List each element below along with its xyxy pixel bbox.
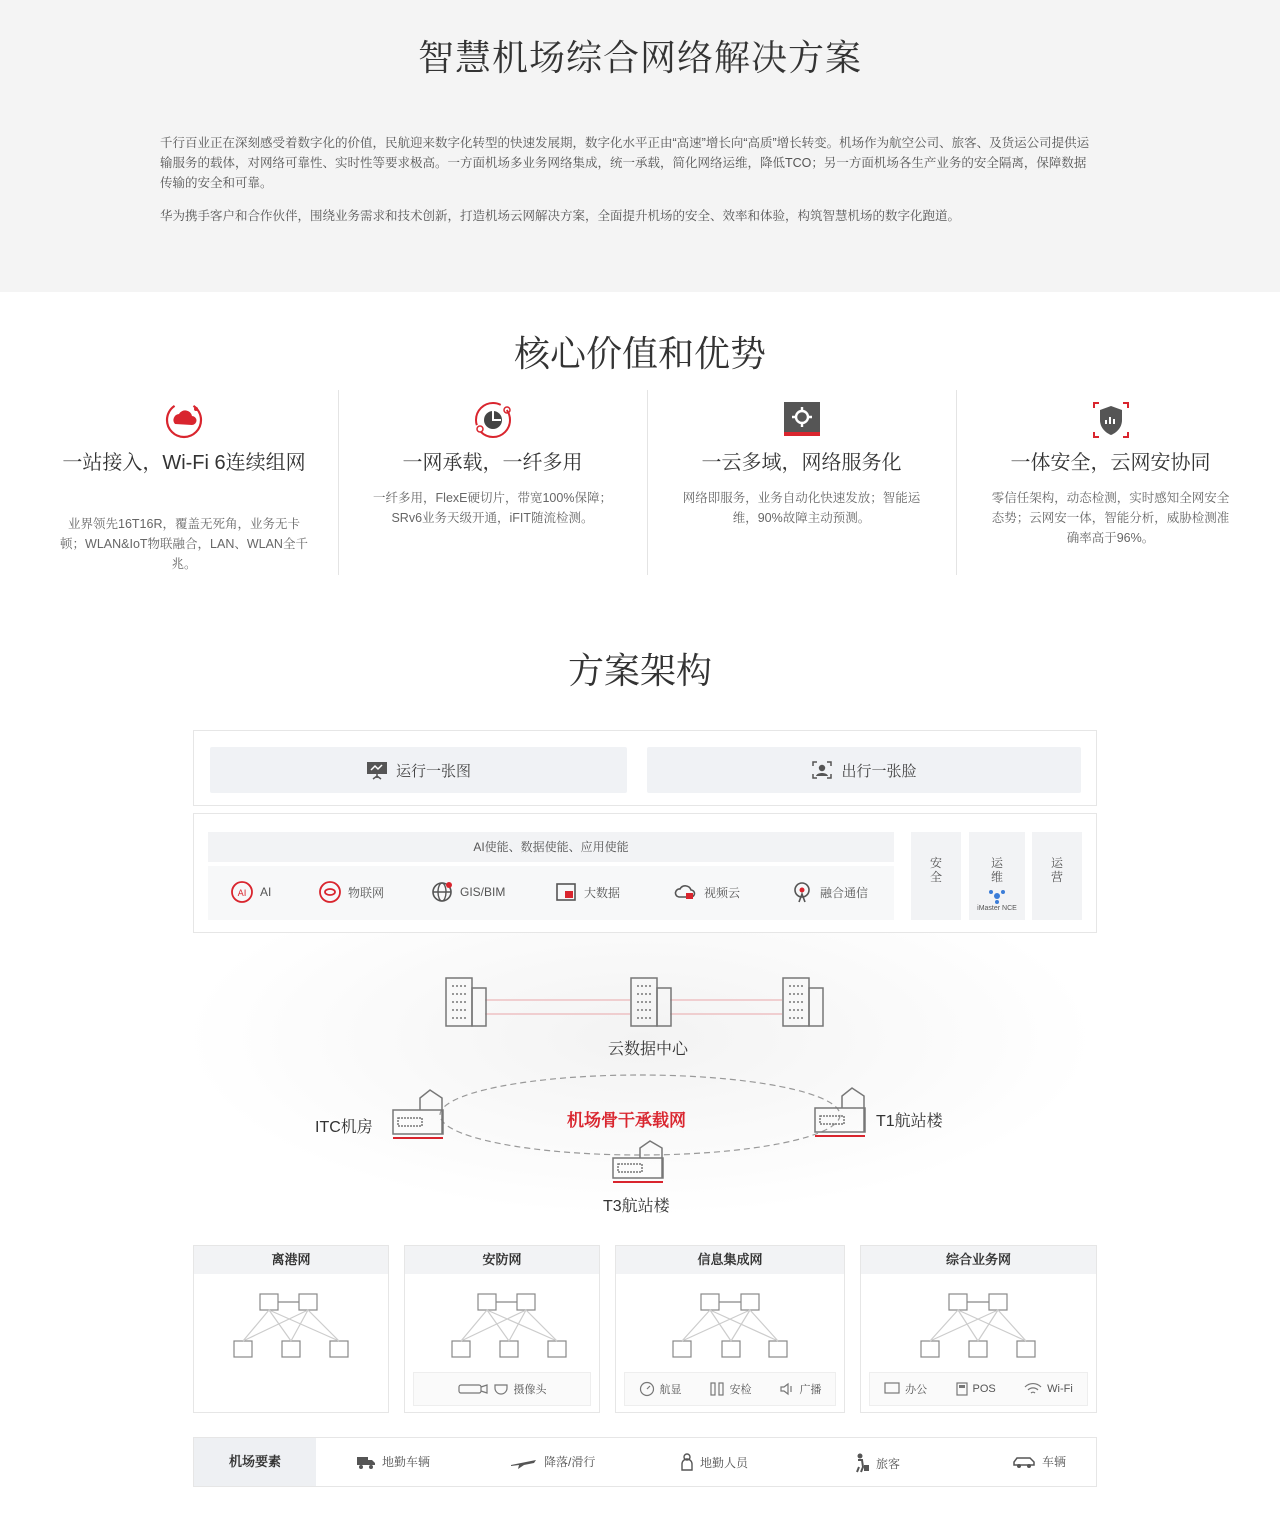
- endpoint-pos: POS: [956, 1382, 996, 1396]
- value-card: [647, 390, 955, 575]
- backbone-label: 机场骨干承载网: [567, 1111, 686, 1130]
- face-scan-icon: [811, 760, 833, 780]
- t3-building-icon: [613, 1141, 663, 1182]
- card-title: 一体安全，云网安协同: [1010, 452, 1211, 474]
- airplane-icon: [510, 1454, 538, 1470]
- airport-elements-bar: [193, 1437, 1097, 1487]
- network-box-info: [615, 1245, 845, 1413]
- network-topology-icon: [405, 1286, 601, 1366]
- network-topology-icon: [194, 1286, 390, 1366]
- t3-label: T3航站楼: [603, 1198, 670, 1215]
- network-topology-icon: [861, 1286, 1098, 1366]
- card-title: 一云多域，网络服务化: [701, 452, 902, 474]
- face-travel-label: 出行一张脸: [841, 762, 917, 780]
- intro-paragraph: 华为携手客户和合作伙伴，围绕业务需求和技术创新，打造机场云网解决方案，全面提升机场的安全、效率和体验，构筑智慧机场的数字化跑道。: [160, 209, 961, 223]
- value-card: [338, 390, 646, 575]
- capability-bigdata: 大数据: [554, 880, 620, 904]
- staff-icon: [680, 1453, 694, 1471]
- network-box-security: [404, 1245, 600, 1413]
- svg-text:AI: AI: [237, 889, 247, 899]
- speaker-icon: [779, 1381, 795, 1397]
- datacenter-building-icon: [631, 978, 671, 1026]
- card-desc: 网络即服务，业务自动化快速发放；智能运维，90%故障主动预测。: [682, 491, 921, 525]
- globe-icon: [430, 880, 454, 904]
- section-title-core: 核心价值和优势: [513, 333, 766, 374]
- section-title-architecture: 方案架构: [567, 650, 712, 691]
- comms-icon: [790, 880, 814, 904]
- bullet-camera-icon: [458, 1382, 488, 1396]
- element-vehicle: 车辆: [1012, 1453, 1066, 1470]
- intro-paragraph: 千行百业正在深刻感受着数字化的价值，民航迎来数字化转型的快速发展期，数字化水平正由“高速”增长向“高质”增长转变。机场作为航空公司、旅客、及货运公司提供运输服务的载体，对网络可靠性、实时性等要求极高。一方面机场多业务网络集成，统一承载，简化网络运维，降低TCO；另一方面机场各生产业务的安全隔离，保障数据传输的安全和可靠。: [160, 136, 1090, 190]
- intro-section: [0, 0, 1280, 292]
- enablement-bar: AI使能、数据使能、应用使能: [208, 832, 894, 862]
- card-title: 一站接入，Wi-Fi 6连续组网: [62, 452, 306, 474]
- face-travel-pill: [647, 747, 1081, 793]
- dome-camera-icon: [493, 1382, 509, 1396]
- iot-icon: [318, 880, 342, 904]
- endpoint-wifi: Wi-Fi: [1024, 1382, 1073, 1396]
- security-gate-icon: [709, 1381, 725, 1397]
- ops-column: 运维 iMaster NCE: [969, 832, 1025, 920]
- capabilities-row: [208, 866, 894, 920]
- ops-map-label: 运行一张图: [395, 762, 471, 780]
- cloud-service-icon: [780, 398, 824, 442]
- security-shield-icon: [1089, 398, 1133, 442]
- network-title: 离港网: [194, 1246, 388, 1274]
- t1-building-icon: [815, 1088, 865, 1136]
- value-cards: [30, 390, 1265, 575]
- network-topology-icon: [616, 1286, 846, 1366]
- value-card: [956, 390, 1264, 575]
- nce-label: iMaster NCE: [977, 905, 1017, 912]
- ground-vehicle-icon: [356, 1454, 376, 1470]
- network-box-departure: [193, 1245, 389, 1413]
- operate-column: 运营: [1032, 832, 1082, 920]
- endpoint-row: [624, 1372, 836, 1406]
- element-landing: 降落/滑行: [510, 1453, 595, 1470]
- endpoint-camera: 摄像头: [458, 1381, 547, 1397]
- pos-terminal-icon: [956, 1382, 968, 1396]
- network-title: 信息集成网: [616, 1246, 844, 1274]
- capability-videocloud: 视频云: [674, 880, 740, 904]
- element-passenger: 旅客: [854, 1453, 900, 1473]
- gauge-icon: [639, 1381, 655, 1397]
- card-title: 一网承载，一纤多用: [402, 452, 583, 474]
- presentation-icon: [366, 760, 388, 780]
- itc-building-icon: [393, 1090, 443, 1138]
- security-column: 安全: [911, 832, 961, 920]
- endpoint-checkpoint: 安检: [709, 1381, 752, 1397]
- cloud-dc-label: 云数据中心: [608, 1041, 689, 1058]
- ops-map-pill: [210, 747, 627, 793]
- endpoint-row: [413, 1372, 591, 1406]
- ai-icon: [230, 880, 254, 904]
- card-desc: 零信任架构，动态检测，实时感知全网安全态势；云网安一体，智能分析，威胁检测准确率高于96%。: [991, 491, 1230, 545]
- endpoint-row: [869, 1372, 1088, 1406]
- monitor-icon: [884, 1382, 900, 1396]
- platform-box: [193, 813, 1097, 933]
- card-desc: 业界领先16T16R，覆盖无死角，业务无卡顿；WLAN&IoT物联融合，LAN、WLAN全千兆。: [60, 517, 308, 571]
- wifi-icon: [1024, 1382, 1042, 1396]
- endpoint-office: 办公: [884, 1381, 927, 1397]
- airport-elements-label: 机场要素: [194, 1438, 316, 1486]
- car-icon: [1012, 1455, 1036, 1469]
- video-cloud-icon: [674, 880, 698, 904]
- nce-logo-icon: [988, 888, 1006, 904]
- big-data-icon: [554, 880, 578, 904]
- datacenter-building-icon: [783, 978, 823, 1026]
- network-slice-icon: [471, 398, 515, 442]
- network-box-business: [860, 1245, 1097, 1413]
- capability-iot: 物联网: [318, 880, 384, 904]
- endpoint-broadcast: 广播: [779, 1381, 822, 1397]
- capability-uc: 融合通信: [790, 880, 868, 904]
- passenger-icon: [854, 1453, 870, 1473]
- t1-label: T1航站楼: [876, 1113, 943, 1130]
- network-title: 安防网: [405, 1246, 599, 1274]
- top-apps-box: [193, 730, 1097, 806]
- network-title: 综合业务网: [861, 1246, 1096, 1274]
- datacenter-building-icon: [446, 978, 486, 1026]
- itc-label: ITC机房: [315, 1119, 373, 1136]
- card-desc: 一纤多用，FlexE硬切片，带宽100%保障；SRv6业务天级开通，iFIT随流检测。: [373, 491, 612, 525]
- endpoint-fids: 航显: [639, 1381, 682, 1397]
- value-card: [30, 390, 338, 575]
- capability-ai: AI AI: [230, 880, 271, 904]
- page-title: 智慧机场综合网络解决方案: [417, 37, 862, 78]
- capability-gis: GIS/BIM: [430, 880, 505, 904]
- cloud-connect-icon: [162, 398, 206, 442]
- element-ground-vehicle: 地勤车辆: [356, 1453, 430, 1470]
- element-ground-staff: 地勤人员: [680, 1453, 748, 1471]
